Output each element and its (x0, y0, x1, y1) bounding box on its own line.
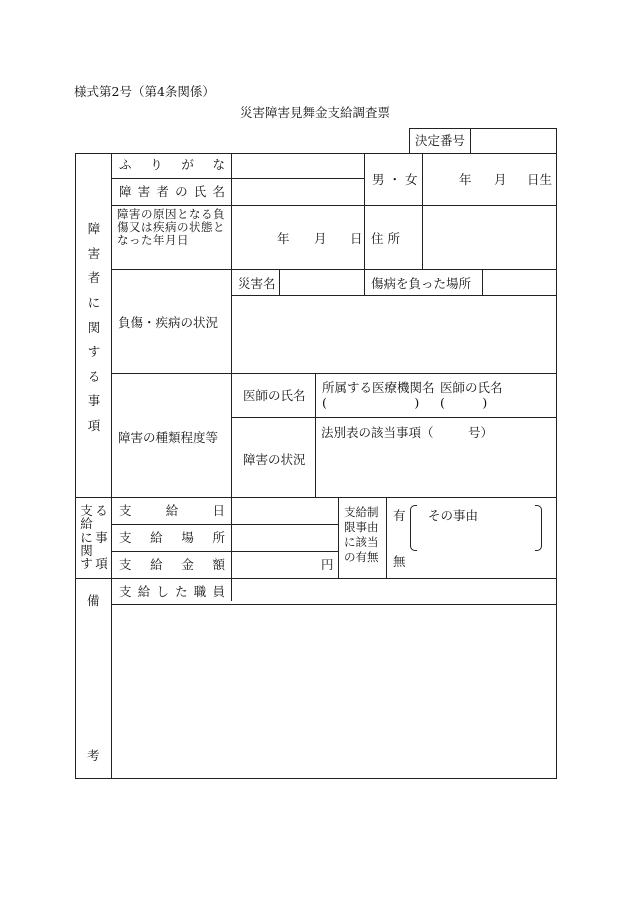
section-heading-disabled: 障 害 者 に 関 す る 事 項 (87, 221, 101, 433)
reason-label: その事由 (428, 508, 479, 523)
staff-field[interactable] (232, 579, 556, 604)
birth-year: 年 (459, 172, 472, 187)
remarks-heading-bottom: 考 (87, 748, 100, 763)
injury-place-field[interactable] (483, 270, 556, 295)
table-item-suffix: 号） (468, 425, 494, 440)
birth-day: 日生 (527, 172, 553, 187)
name-label: 障 害 者 の 氏 名 (119, 184, 225, 199)
left-brace-icon (410, 505, 417, 551)
remarks-field[interactable] (112, 605, 556, 778)
remarks-heading-top: 備 (87, 593, 100, 608)
payment-amount-label: 支 給 金 額 (119, 557, 225, 572)
right-brace-icon (535, 505, 542, 551)
cause-day: 日 (350, 231, 363, 246)
payment-date-label: 支 給 日 (119, 503, 225, 518)
form-number: 様式第2号（第4条関係） (74, 84, 215, 99)
institution-label: 所属する医療機関名 (322, 380, 435, 395)
payment-place-field[interactable] (232, 525, 338, 551)
furigana-field[interactable] (232, 154, 364, 178)
injury-status-field[interactable] (232, 296, 556, 373)
staff-label: 支 給 し た 職 員 (119, 584, 225, 599)
disaster-name-field[interactable] (280, 270, 364, 295)
furigana-label: ふ り が な (119, 157, 225, 172)
doctor-name-label-2: 医師の氏名 (440, 380, 503, 395)
cause-date-label: 障害の原因となる負傷又は疾病の状態となった年月日 (117, 207, 225, 247)
injury-place-label: 傷病を負った場所 (371, 276, 472, 291)
decision-number-field[interactable] (471, 129, 556, 153)
payment-place-label: 支 給 場 所 (119, 530, 225, 545)
section-heading-payment: 支 給 に 関 す る 事 項 (80, 503, 108, 571)
amount-unit: 円 (321, 557, 334, 572)
doctor-paren[interactable]: ( ) (440, 395, 488, 410)
injury-status-label: 負傷・疾病の状況 (118, 315, 219, 330)
page-title: 災害障害見舞金支給調査票 (240, 105, 391, 120)
institution-paren[interactable]: ( ) (322, 395, 420, 410)
disaster-name-label: 災害名 (238, 276, 276, 291)
disability-status-label: 障害の状況 (243, 452, 306, 467)
restriction-label: 支給制限事由に該当の有無 (344, 505, 379, 564)
cause-year: 年 (277, 231, 290, 246)
name-field[interactable] (232, 179, 364, 205)
doctor-name-label: 医師の氏名 (243, 388, 306, 403)
birth-month: 月 (494, 172, 507, 187)
address-label: 住 所 (371, 231, 400, 246)
sex-options[interactable]: 男 ・ 女 (372, 172, 418, 187)
decision-number-label: 決定番号 (415, 133, 466, 148)
table-item-label: 法別表の該当事項（ (321, 425, 434, 440)
payment-date-field[interactable] (232, 498, 338, 524)
restriction-no[interactable]: 無 (393, 554, 406, 569)
cause-month: 月 (314, 231, 327, 246)
address-field[interactable] (423, 206, 556, 269)
disability-type-label: 障害の種類程度等 (118, 430, 219, 445)
restriction-yes[interactable]: 有 (393, 508, 406, 523)
